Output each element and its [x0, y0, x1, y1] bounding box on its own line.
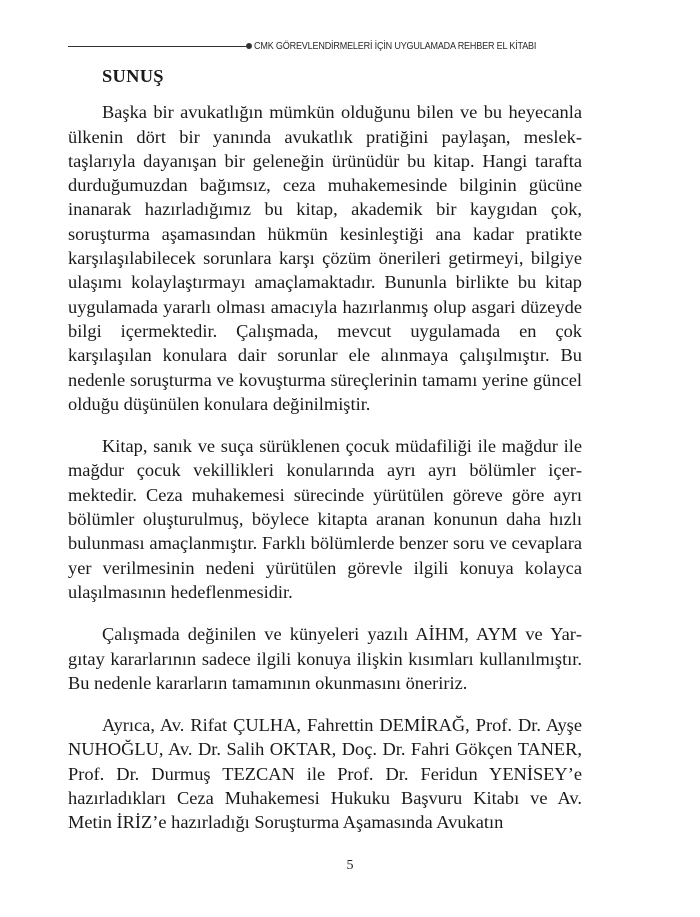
paragraph-1: Başka bir avukatlığın mümkün olduğunu bilen ve bu heyecanla ülkenin dört bir yanında avukatlık pratiğini paylaşan, meslektaşlarıyla dayanışan bir geleneğin ürünüdür bu kitap. Hangi tarafta durduğumuzdan bağımsız, ceza muhakemesinde bilginin gücüne inanarak hazırladığımız bu kitap, akademik bir kaygıdan çok, soruşturma aşamasından hükmün kesinleştiği ana kadar pratikte karşılaşılabilecek sorunlara karşı çözüm önerileri getirmeyi, bilgiye ulaşımı kolaylaştırmayı amaçlamaktadır. Bununla birlikte bu kitap uygulamada yararlı olması amacıyla hazırlanmış olup asgari düzeyde bilgi içermektedir. Çalışmada, mevcut uygulamada en çok karşılaşılan konulara dair sorunlar ele alınmaya çalışılmıştır. Bu nedenle soruşturma ve kovuşturma süreçlerinin tamamı yerine güncel olduğu düşünülen konulara değinilmiştir.: [68, 102, 582, 414]
running-header: [68, 38, 582, 54]
header-bullet: [246, 43, 252, 49]
paragraph-4: Ayrıca, Av. Rifat ÇULHA, Fahrettin DEMİRAĞ, Prof. Dr. Ayşe NUHOĞLU, Av. Dr. Salih OKTAR, Doç. Dr. Fahri Gökçen TANER, Prof. Dr. Durmuş TEZCAN ile Prof. Dr. Feridun YENİSEY’e hazırladıkları Ceza Muhakemesi Hukuku Başvuru Kitabı ve Av. Metin İRİZ’e hazırladığı Soruşturma Aşamasında Avukatın: [68, 715, 582, 833]
running-title: CMK GÖREVLENDİRMELERİ İÇİN UYGULAMADA REHBER EL KİTABI: [253, 40, 537, 52]
page-number: 5: [346, 858, 354, 873]
header-rule: [68, 46, 246, 47]
paragraph-3: Çalışmada değinilen ve künyeleri yazılı AİHM, AYM ve Yargıtay kararlarının sadece ilgili konuya ilişkin kısımları kullanılmıştır. Bu nedenle kararların tamamının okunmasını öneririz.: [68, 624, 582, 693]
section-title: SUNUŞ: [102, 66, 164, 86]
page-body: [68, 64, 582, 853]
paragraph-2: Kitap, sanık ve suça sürüklenen çocuk müdafiliği ile mağdur ile mağdur çocuk vekillikleri konularında ayrı ayrı bölümler içermektedir. Ceza muhakemesi sürecinde yürütülen göreve göre ayrı bölümler oluşturulmuş, böylece kitapta aranan konunun daha hızlı bulunması amaçlanmıştır. Farklı bölümlerde benzer soru ve cevaplara yer verilmesinin nedeni yürütülen görevle ilgili konuya kolayca ulaşılmasının hedeflenmesidir.: [68, 436, 582, 602]
